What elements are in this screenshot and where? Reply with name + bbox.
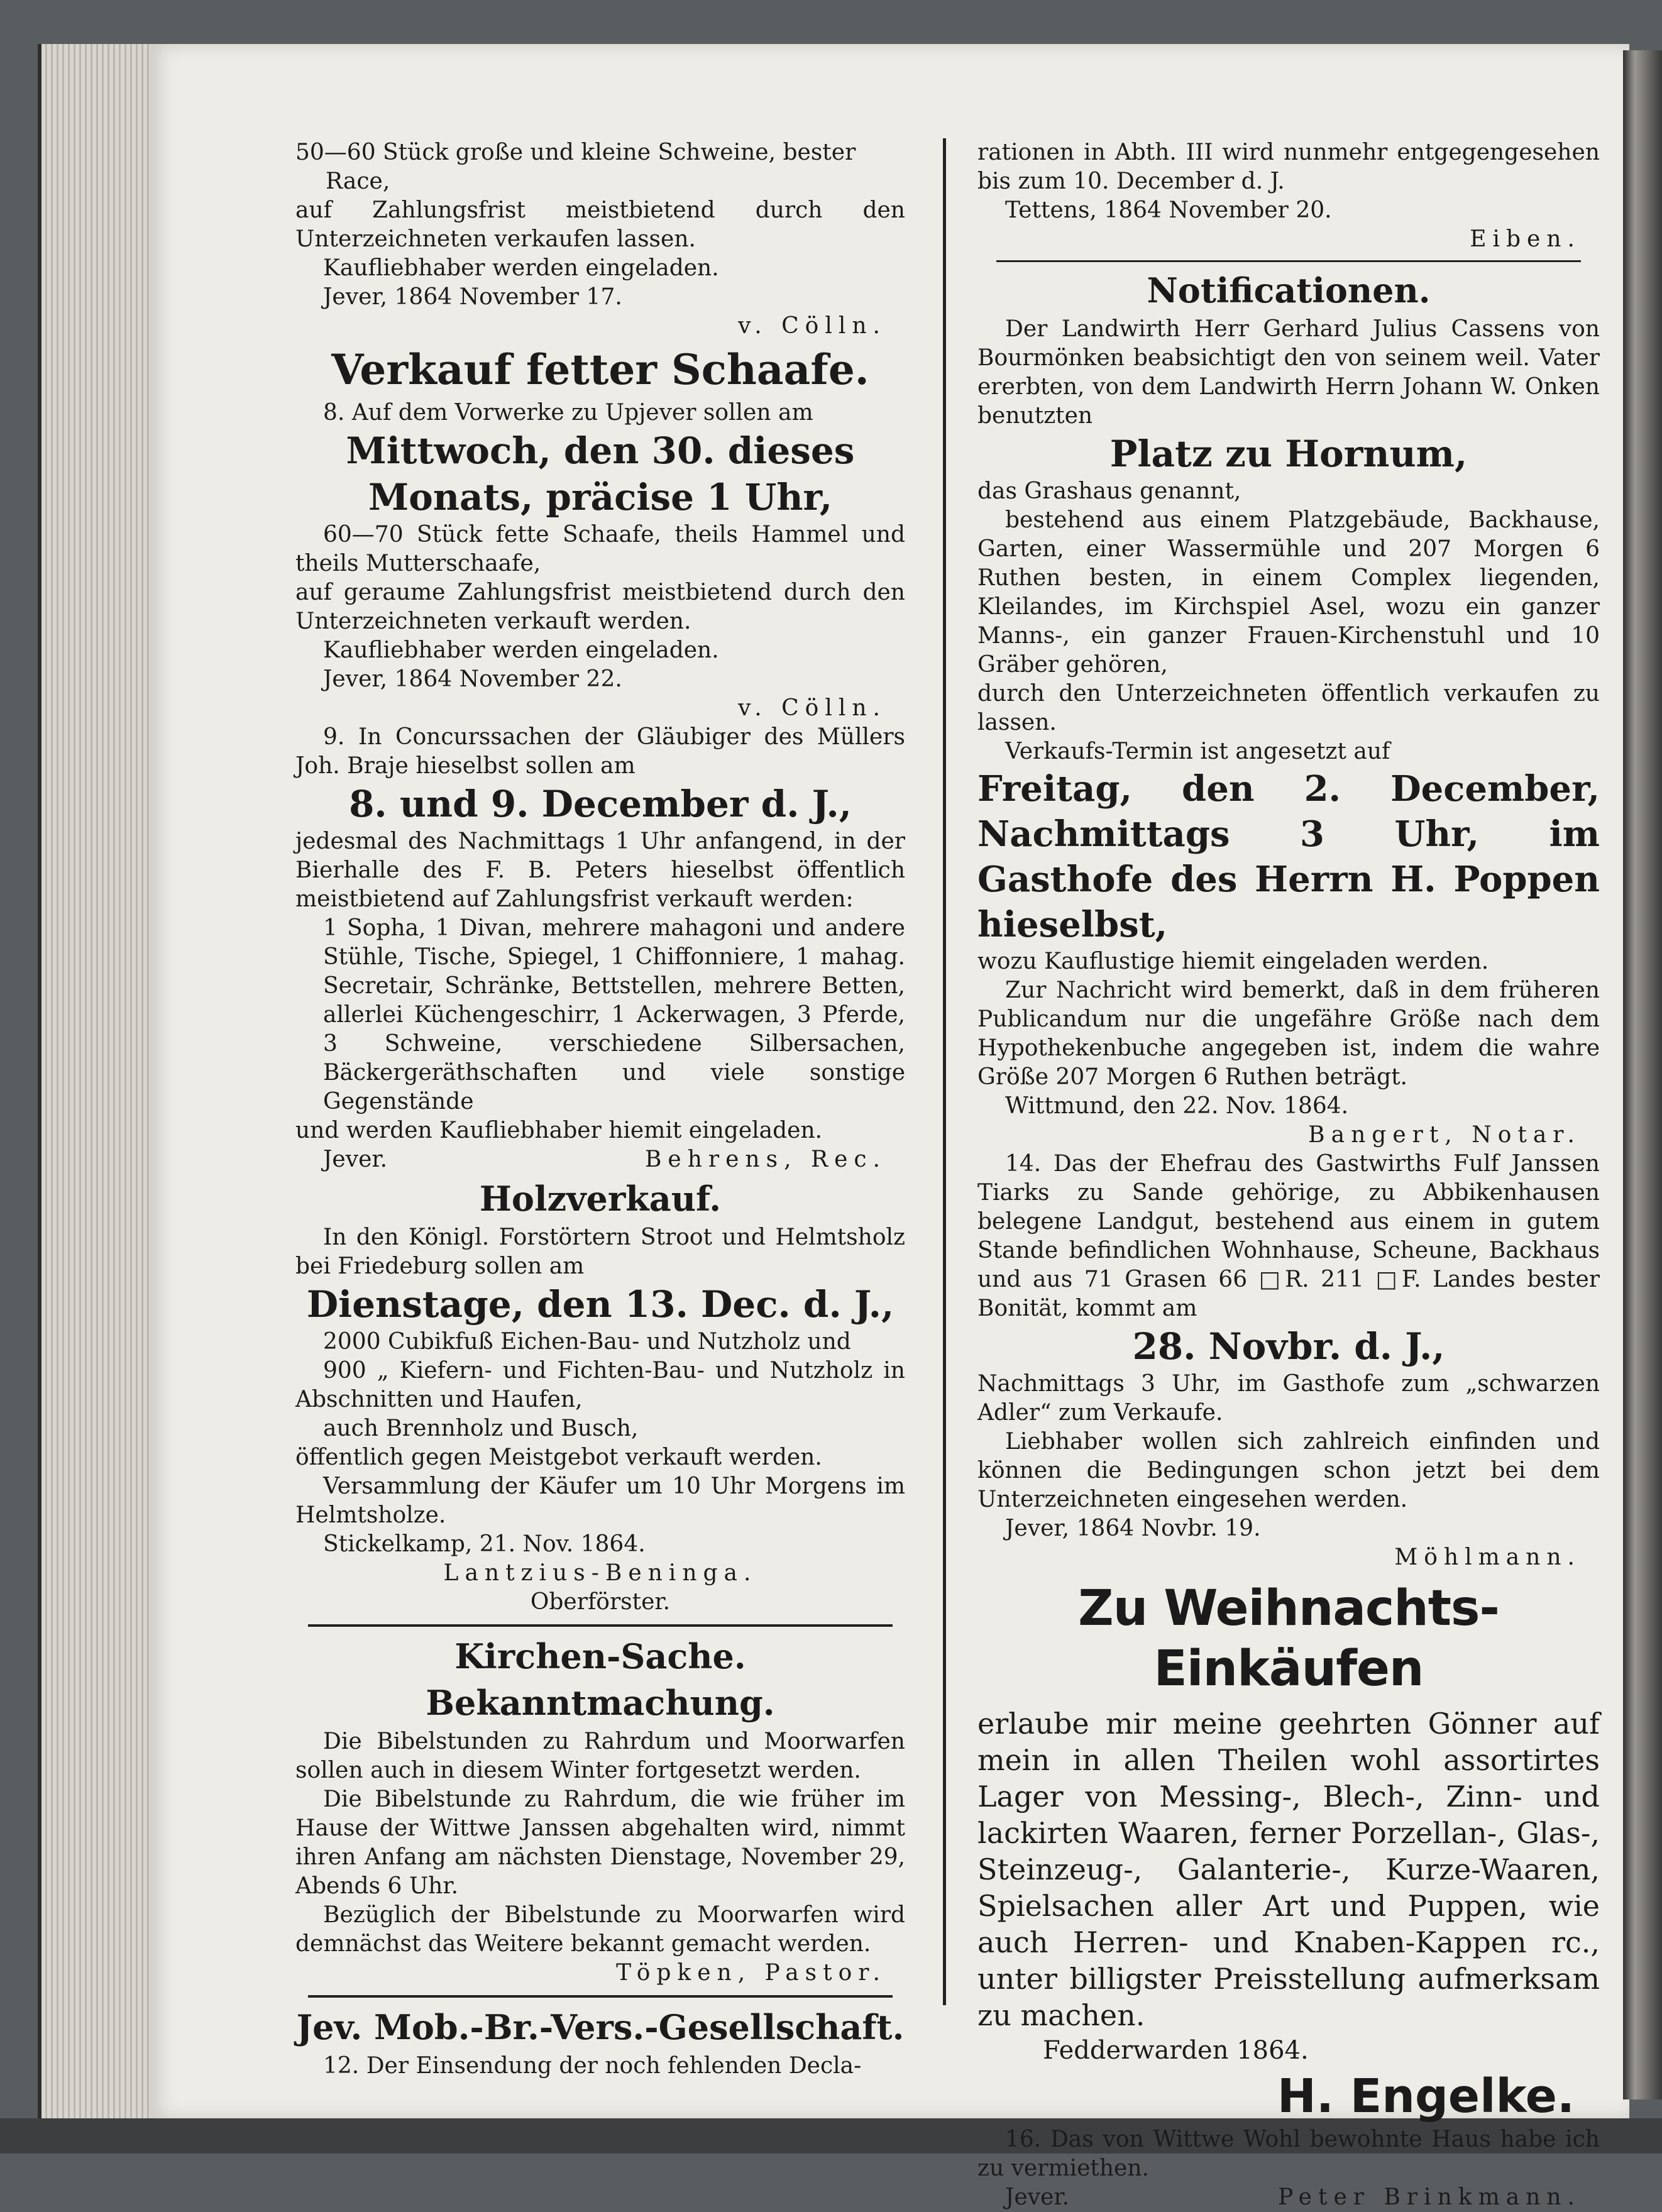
timber-item2: 900 „ Kiefern- und Fichten-Bau- und Nutzholz in Abschnitten und Haufen, (295, 1358, 905, 1412)
concurs-signature: Behrens, Rec. (644, 1147, 886, 1172)
sheep-sale-invite: Kaufliebhaber werden eingeladen. (323, 637, 719, 663)
sheep-sale-terms: auf geraume Zahlungsfrist meistbietend durch den Unterzeichneten verkauft werden. (295, 580, 905, 634)
christmas-advert-place: Fedderwarden 1864. (1043, 2036, 1309, 2065)
farm-sale-place-date: Wittmund, den 22. Nov. 1864. (1005, 1093, 1349, 1119)
book-page-edges (38, 44, 167, 2118)
sheep-sale-intro: 8. Auf dem Vorwerke zu Upjever sollen am (323, 400, 813, 426)
heading-insurance-society: Jev. Mob.-Br.-Vers.-Gesellschaft. (296, 2007, 905, 2047)
farm-sale-invite: wozu Kauflustige hiemit eingeladen werden. (977, 949, 1489, 974)
timber-place-date: Stickelkamp, 21. Nov. 1864. (323, 1531, 646, 1557)
pig-sale-date: Jever, 1864 November 17. (323, 284, 622, 310)
farm-sale-terms: durch den Unterzeichneten öffentlich verkaufen zu lassen. (977, 681, 1600, 735)
timber-intro: In den Königl. Forstörtern Stroot und Helmtsholz bei Friedeburg sollen am (295, 1224, 905, 1279)
christmas-advert-heading: Zu Weihnachts-Einkäufen (1078, 1580, 1499, 1697)
farm-sale-name-bold: Platz zu Hornum, (1109, 432, 1468, 475)
farm-sale-term-label: Verkaufs-Termin ist angesetzt auf (1005, 739, 1390, 764)
section-rule (996, 260, 1581, 262)
pig-sale-line1: 50—60 Stück große und kleine Schweine, bester Race, (295, 140, 856, 194)
pig-sale-signature: v. Cölln. (738, 313, 886, 339)
timber-item3: auch Brennholz und Busch, (323, 1416, 639, 1441)
left-column (295, 138, 905, 2081)
house-rent-footer (977, 2183, 1600, 2212)
pig-sale-invite: Kaufliebhaber werden eingeladen. (323, 255, 719, 281)
concurs-date-bold: 8. und 9. December d. J., (349, 783, 852, 825)
pig-sale-line2: auf Zahlungsfrist meistbietend durch den Unterzeichneten verkaufen lassen. (295, 197, 905, 252)
insurance-place-date: Tettens, 1864 November 20. (1005, 197, 1332, 223)
concurs-items: 1 Sopha, 1 Divan, mehrere mahagoni und andere Stühle, Tische, Spiegel, 1 Chiffonniere, 1 mahag. Secretair, Schränke, Bettstellen, mehrere Betten, allerlei Küchengeschirr, 1 Ackerwagen, 3 Pferde, 3 Schweine, verschiedene Silbersachen, Bäckergeräthschaften und viele sonstige Gegenstände (323, 915, 905, 1114)
sheep-sale-date-bold: Mittwoch, den 30. dieses Monats, präcise 1 Uhr, (346, 429, 855, 519)
timber-terms: öffentlich gegen Meistgebot verkauft werden. (295, 1444, 822, 1470)
estate-sale-intro: 14. Das der Ehefrau des Gastwirths Fulf Janssen Tiarks zu Sande gehörige, zu Abbikenhausen belegene Landgut, bestehend aus einem in gutem Stande befindlichen Wohnhause, Scheune, Backhaus und aus 71 Grasen 66 □R. 211 □F. Landes bester Bonität, kommt am (977, 1151, 1600, 1321)
farm-sale-alias: das Grashaus genannt, (977, 478, 1241, 504)
farm-sale-description: bestehend aus einem Platzgebäude, Backhause, Garten, einer Wassermühle und 207 Morgen 6 Ruthen besten, in einem Complex liegenden, Kleilandes, im Kirchspiel Asel, wozu ein ganzer Manns-, ein ganzer Frauen-Kirchenstuhl und 10 Gräber gehören, (977, 507, 1600, 678)
church-text3: Bezüglich der Bibelstunde zu Moorwarfen wird demnächst das Weitere bekannt gemacht werden. (295, 1902, 905, 1957)
heading-timber-sale: Holzverkauf. (479, 1179, 722, 1219)
timber-signature: Lantzius-Beninga. (443, 1560, 757, 1586)
estate-sale-signature: Möhlmann. (1394, 1544, 1581, 1570)
sheep-sale-signature: v. Cölln. (738, 695, 886, 721)
estate-sale-place-date: Jever, 1864 Novbr. 19. (1005, 1516, 1261, 1541)
heading-notifications: Notificationen. (1147, 270, 1431, 311)
timber-assembly: Versammlung der Käufer um 10 Uhr Morgens im Helmtsholze. (295, 1473, 905, 1528)
concurs-invite: und werden Kaufliebhaber hiemit eingeladen. (295, 1118, 823, 1143)
insurance-text: 12. Der Einsendung der noch fehlenden Decla- (323, 2053, 862, 2079)
right-column (977, 138, 1600, 2212)
timber-date-bold: Dienstage, den 13. Dec. d. J., (306, 1283, 894, 1326)
sheep-sale-items: 60—70 Stück fette Schaafe, theils Hammel und theils Mutterschaafe, (295, 522, 905, 576)
farm-sale-signature: Bangert, Notar. (1308, 1122, 1581, 1148)
concurs-footer (295, 1145, 905, 1174)
right-binding-edge (1623, 50, 1662, 2099)
sheep-sale-place-date: Jever, 1864 November 22. (323, 666, 622, 692)
heading-announcement: Bekanntmachung. (426, 1683, 775, 1723)
estate-sale-invite: Liebhaber wollen sich zahlreich einfinden und können die Bedingungen schon jetzt bei dem Unterzeichneten eingesehen werden. (977, 1429, 1600, 1512)
christmas-advert-signature: H. Engelke. (1277, 2069, 1575, 2123)
timber-item1: 2000 Cubikfuß Eichen-Bau- und Nutzholz und (323, 1329, 851, 1355)
church-signature: Töpken, Pastor. (616, 1960, 886, 1986)
insurance-signature: Eiben. (1470, 226, 1581, 252)
estate-sale-time-place: Nachmittags 3 Uhr, im Gasthofe zum „schwarzen Adler“ zum Verkaufe. (977, 1371, 1600, 1426)
timber-signature-title: Oberförster. (530, 1589, 671, 1615)
farm-sale-date-bold: Freitag, den 2. December, Nachmittags 3 Uhr, im Gasthofe des Herrn H. Poppen hieselbst, (977, 768, 1600, 945)
church-text2: Die Bibelstunde zu Rahrdum, die wie früher im Hause der Wittwe Janssen abgehalten wird, nimmt ihren Anfang am nächsten Dienstage, November 29, Abends 6 Uhr. (295, 1786, 905, 1899)
farm-sale-note: Zur Nachricht wird bemerkt, daß in dem früheren Publicandum nur die ungefähre Größe nach dem Hypothekenbuche angegeben ist, indem die wahre Größe 207 Morgen 6 Ruthen beträgt. (977, 977, 1600, 1090)
section-rule (308, 1624, 893, 1627)
concurs-intro: 9. In Concurssachen der Gläubiger des Müllers Joh. Braje hieselbst sollen am (295, 724, 905, 779)
house-rent-signature: Peter Brinkmann. (1278, 2184, 1581, 2210)
heading-church-matter: Kirchen-Sache. (454, 1636, 746, 1676)
concurs-details: jedesmal des Nachmittags 1 Uhr anfangend, in der Bierhalle des F. B. Peters hieselbst öffentlich meistbietend auf Zahlungsfrist verkauft werden: (295, 828, 905, 912)
house-rent-text: 16. Das von Wittwe Wohl bewohnte Haus habe ich zu vermiethen. (977, 2127, 1600, 2181)
heading-sheep-sale: Verkauf fetter Schaafe. (331, 345, 869, 394)
concurs-place: Jever. (323, 1147, 388, 1172)
insurance-continued: rationen in Abth. III wird nunmehr entgegengesehen bis zum 10. December d. J. (977, 140, 1600, 194)
church-text1: Die Bibelstunden zu Rahrdum und Moorwarfen sollen auch in diesem Winter fortgesetzt werden. (295, 1729, 905, 1783)
christmas-advert-body: erlaube mir meine geehrten Gönner auf mein in allen Theilen wohl assortirtes Lager von Messing-, Blech-, Zinn- und lackirten Waaren, ferner Porzellan-, Glas-, Steinzeug-, Galanterie-, Kurze-Waaren, Spielsachen aller Art und Puppen, wie auch Herren- und Knaben-Kappen rc., unter billigster Preisstellung aufmerksam zu machen. (977, 1707, 1600, 2032)
farm-sale-intro: Der Landwirth Herr Gerhard Julius Cassens von Bourmönken beabsichtigt den von seinem weil. Vater ererbten, von dem Landwirth Herrn Johann W. Onken benutzten (977, 316, 1600, 429)
estate-sale-date-bold: 28. Novbr. d. J., (1132, 1325, 1445, 1368)
house-rent-place: Jever. (1005, 2184, 1070, 2210)
section-rule (308, 1995, 893, 1998)
column-divider (943, 138, 946, 2005)
